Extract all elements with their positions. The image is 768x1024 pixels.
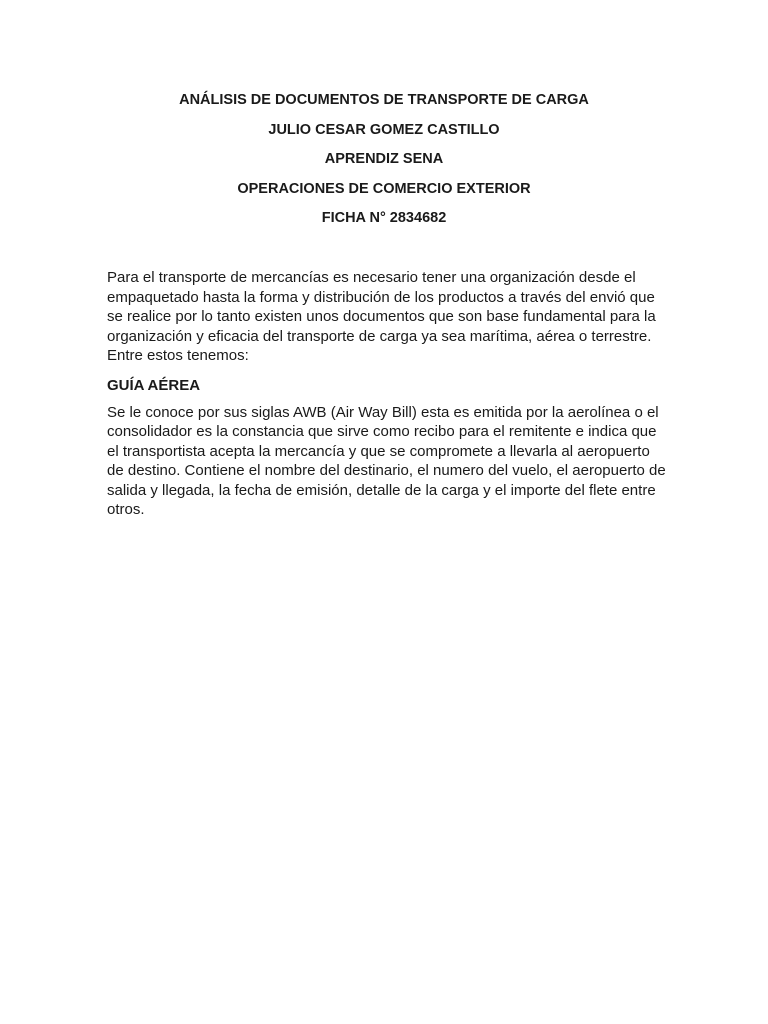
ficha-number: FICHA N° 2834682	[321, 210, 447, 226]
section-heading: GUÍA AÉREA	[107, 376, 201, 394]
document-title: ANÁLISIS DE DOCUMENTOS DE TRANSPORTE DE CARGA	[179, 92, 589, 108]
section-paragraph: Se le conoce por sus siglas AWB (Air Way Bill) esta es emitida por la aerolínea o el consolidador es la constancia que sirve como recibo para el remitente e indica que el transportista acepta la mercancía y que se compromete a llevarla al aeropuerto de destino. Contiene el nombre del destinario, el numero del vuelo, el aeropuerto de salida y llegada, la fecha de emisión, detalle de la carga y el importe del flete entre otros.	[107, 403, 666, 518]
program-name: OPERACIONES DE COMERCIO EXTERIOR	[237, 180, 531, 197]
intro-paragraph: Para el transporte de mercancías es necesario tener una organización desde el empaquetado hasta la forma y distribución de los productos a través del envió que se realice por lo tanto existen unos documentos que son base fundamental para la organización y eficacia del transporte de carga ya sea marítima, aérea o terrestre. Entre estos tenemos:	[107, 269, 656, 364]
author-role: APRENDIZ SENA	[324, 151, 444, 167]
title-block	[0, 91, 768, 239]
author-name: JULIO CESAR GOMEZ CASTILLO	[268, 121, 500, 138]
document-body	[107, 268, 667, 520]
